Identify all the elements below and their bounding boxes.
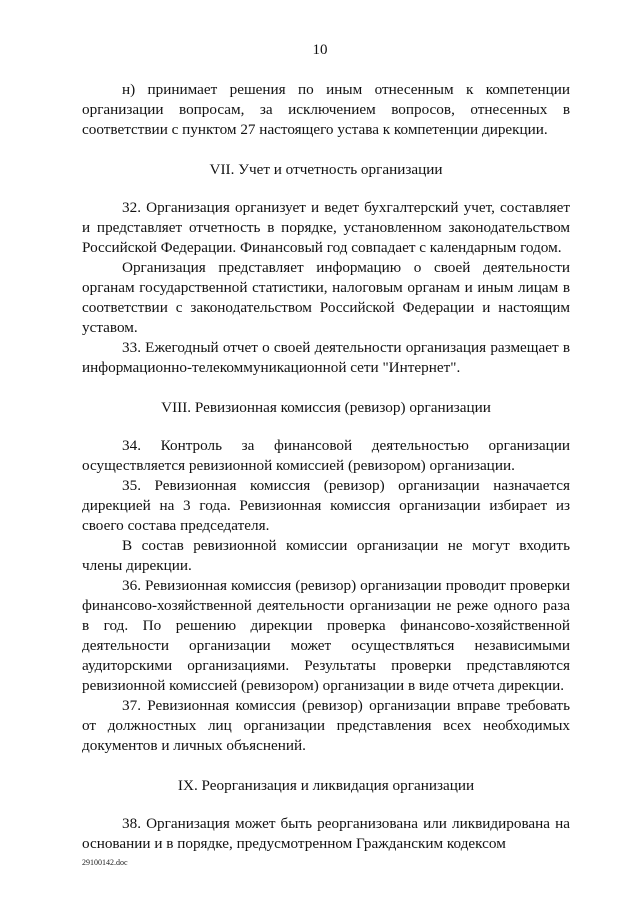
paragraph-37: 37. Ревизионная комиссия (ревизор) организации вправе требовать от должностных лиц организации представления всех необходимых документов и личных объяснений. xyxy=(82,697,570,754)
paragraph-32-continued: Организация представляет информацию о своей деятельности органам государственной статистики, налоговым органам и иным лицам в соответствии с законодательством Российской Федерации и настоящим уставом. xyxy=(82,259,570,336)
section-heading-viii: VIII. Ревизионная комиссия (ревизор) организации xyxy=(161,399,491,416)
paragraph-35: 35. Ревизионная комиссия (ревизор) организации назначается дирекцией на 3 года. Ревизионная комиссия организации избирает из своего состава председателя. xyxy=(82,477,570,534)
paragraph-36: 36. Ревизионная комиссия (ревизор) организации проводит проверки финансово-хозяйственной деятельности организации не реже одного раза в год. По решению дирекции проверка финансово-хозяйственной деятельности организации может осуществляться независимыми аудиторскими организациями. Результаты проверки представляются ревизионной комиссией (ревизором) организации в виде отчета дирекции. xyxy=(82,577,570,694)
footer-filename: 29100142.doc xyxy=(82,858,128,867)
paragraph-35-continued: В состав ревизионной комиссии организации не могут входить члены дирекции. xyxy=(82,537,570,574)
section-heading-vii: VII. Учет и отчетность организации xyxy=(209,161,443,178)
document-body xyxy=(82,80,570,854)
paragraph-33: 33. Ежегодный отчет о своей деятельности организация размещает в информационно-телекоммуникационной сети "Интернет". xyxy=(82,339,570,376)
page-number: 10 xyxy=(312,42,328,58)
paragraph-32: 32. Организация организует и ведет бухгалтерский учет, составляет и представляет отчетность в порядке, установленном законодательством Российской Федерации. Финансовый год совпадает с календарным годом. xyxy=(82,199,570,256)
section-heading-ix: IX. Реорганизация и ликвидация организации xyxy=(177,777,475,794)
paragraph-34: 34. Контроль за финансовой деятельностью организации осуществляется ревизионной комиссией (ревизором) организации. xyxy=(82,437,570,474)
paragraph-n: н) принимает решения по иным отнесенным к компетенции организации вопросам, за исключением вопросов, отнесенных в соответствии с пунктом 27 настоящего устава к компетенции дирекции. xyxy=(82,81,570,138)
paragraph-38: 38. Организация может быть реорганизована или ликвидирована на основании и в порядке, предусмотренном Гражданским кодексом xyxy=(82,815,570,852)
